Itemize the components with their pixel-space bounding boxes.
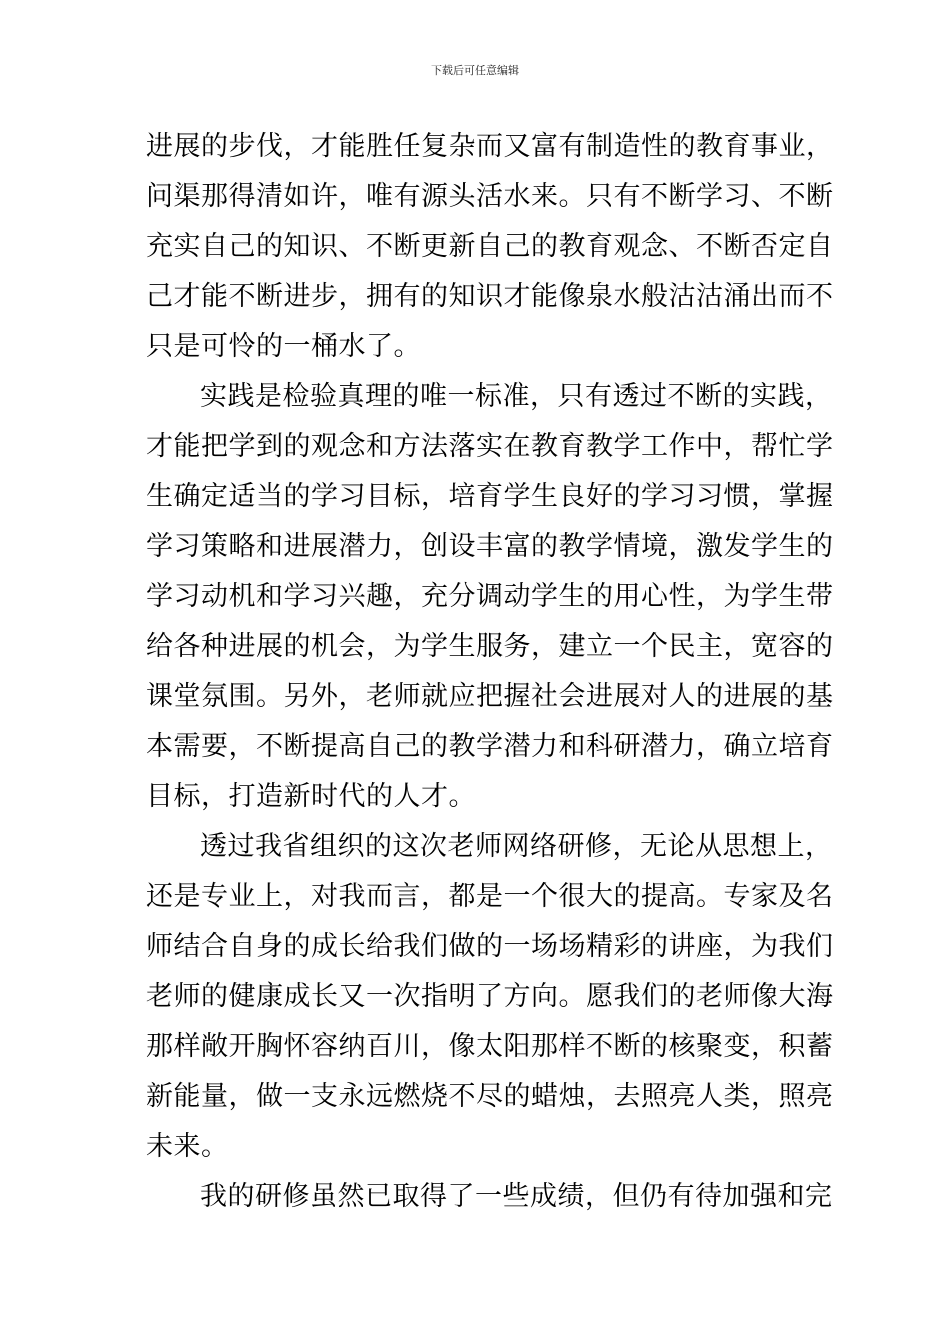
paragraph-2 xyxy=(146,372,834,822)
text-line: 透过我省组织的这次老师网络研修，无论从思想上， xyxy=(200,831,833,862)
page-header: 下载后可任意编辑 xyxy=(431,64,519,77)
text-line: 己才能不断进步，拥有的知识才能像泉水般沽沽涌出而不 xyxy=(146,281,834,312)
text-line: 我的研修虽然已取得了一些成绩，但仍有待加强和完 xyxy=(200,1181,833,1212)
text-line: 老师的健康成长又一次指明了方向。愿我们的老师像大海 xyxy=(146,981,834,1012)
text-line: 学习策略和进展潜力，创设丰富的教学情境，激发学生的 xyxy=(146,531,834,562)
text-line: 师结合自身的成长给我们做的一场场精彩的讲座，为我们 xyxy=(146,931,834,962)
paragraph-4 xyxy=(146,1172,833,1222)
text-line: 本需要，不断提高自己的教学潜力和科研潜力，确立培育 xyxy=(146,731,834,762)
text-line: 目标，打造新时代的人才。 xyxy=(146,781,476,812)
text-line: 充实自己的知识、不断更新自己的教育观念、不断否定自 xyxy=(146,231,834,262)
text-line: 未来。 xyxy=(146,1131,229,1162)
text-line: 才能把学到的观念和方法落实在教育教学工作中，帮忙学 xyxy=(146,431,834,462)
text-line: 给各种进展的机会，为学生服务，建立一个民主，宽容的 xyxy=(146,631,834,662)
text-line: 实践是检验真理的唯一标准，只有透过不断的实践， xyxy=(200,381,833,412)
text-line: 问渠那得清如许，唯有源头活水来。只有不断学习、不断 xyxy=(146,181,834,212)
text-line: 课堂氛围。另外，老师就应把握社会进展对人的进展的基 xyxy=(146,681,834,712)
text-line: 还是专业上，对我而言，都是一个很大的提高。专家及名 xyxy=(146,881,834,912)
document-body xyxy=(146,122,834,1222)
text-line: 只是可怜的一桶水了。 xyxy=(146,331,421,362)
text-line: 进展的步伐，才能胜任复杂而又富有制造性的教育事业， xyxy=(146,131,834,162)
paragraph-1 xyxy=(146,122,834,372)
text-line: 那样敞开胸怀容纳百川，像太阳那样不断的核聚变，积蓄 xyxy=(146,1031,834,1062)
paragraph-3 xyxy=(146,822,834,1172)
text-line: 生确定适当的学习目标，培育学生良好的学习习惯，掌握 xyxy=(146,481,834,512)
text-line: 学习动机和学习兴趣，充分调动学生的用心性，为学生带 xyxy=(146,581,834,612)
text-line: 新能量，做一支永远燃烧不尽的蜡烛，去照亮人类，照亮 xyxy=(146,1081,834,1112)
